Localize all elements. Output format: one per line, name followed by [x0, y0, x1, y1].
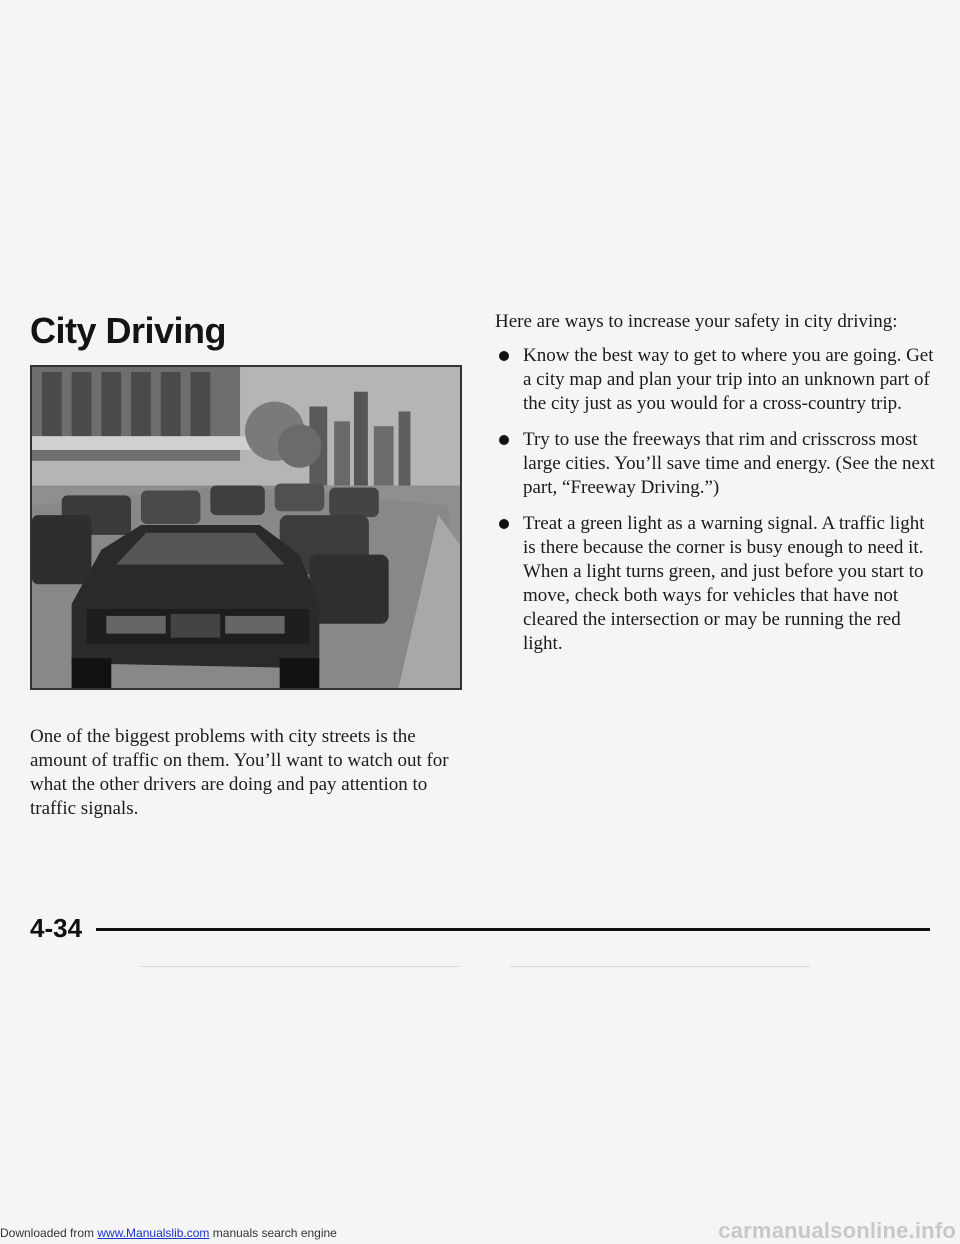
list-item [495, 428, 935, 500]
download-prefix: Downloaded from [0, 1226, 98, 1240]
page-number: 4-34 [30, 913, 83, 943]
bullet-icon [499, 351, 509, 361]
city-traffic-illustration [30, 365, 462, 690]
bullet-icon [499, 519, 509, 529]
tip-text: Try to use the freeways that rim and crisscross most large cities. You’ll save time and energy. (See the next part, “Freeway Driving.”) [523, 429, 935, 498]
faint-divider [140, 966, 460, 967]
bullet-icon [499, 435, 509, 445]
watermark: carmanualsonline.info [718, 1218, 956, 1243]
tip-text: Know the best way to get to where you are going. Get a city map and plan your trip into an unknown part of the city just as you would for a cross-country trip. [523, 345, 934, 414]
download-suffix: manuals search engine [209, 1226, 337, 1240]
safety-intro: Here are ways to increase your safety in city driving: [495, 311, 898, 332]
intro-paragraph: One of the biggest problems with city streets is the amount of traffic on them. You’ll want to watch out for what the other drivers are doing and pay attention to traffic signals. [30, 726, 449, 819]
traffic-scene-image [32, 367, 460, 688]
manualslib-link[interactable]: www.Manualslib.com [97, 1226, 210, 1240]
footer-rule [96, 928, 930, 931]
download-attribution [0, 1226, 337, 1240]
tip-text: Treat a green light as a warning signal. A traffic light is there because the corner is busy enough to need it. When a light turns green, and just before you start to move, check both ways for vehicles that have not cleared the intersection or may be running the red light. [523, 513, 925, 654]
safety-tips-list [495, 344, 935, 668]
list-item [495, 512, 935, 656]
page-title: City Driving [30, 310, 227, 351]
faint-divider [510, 966, 810, 967]
list-item [495, 344, 935, 416]
